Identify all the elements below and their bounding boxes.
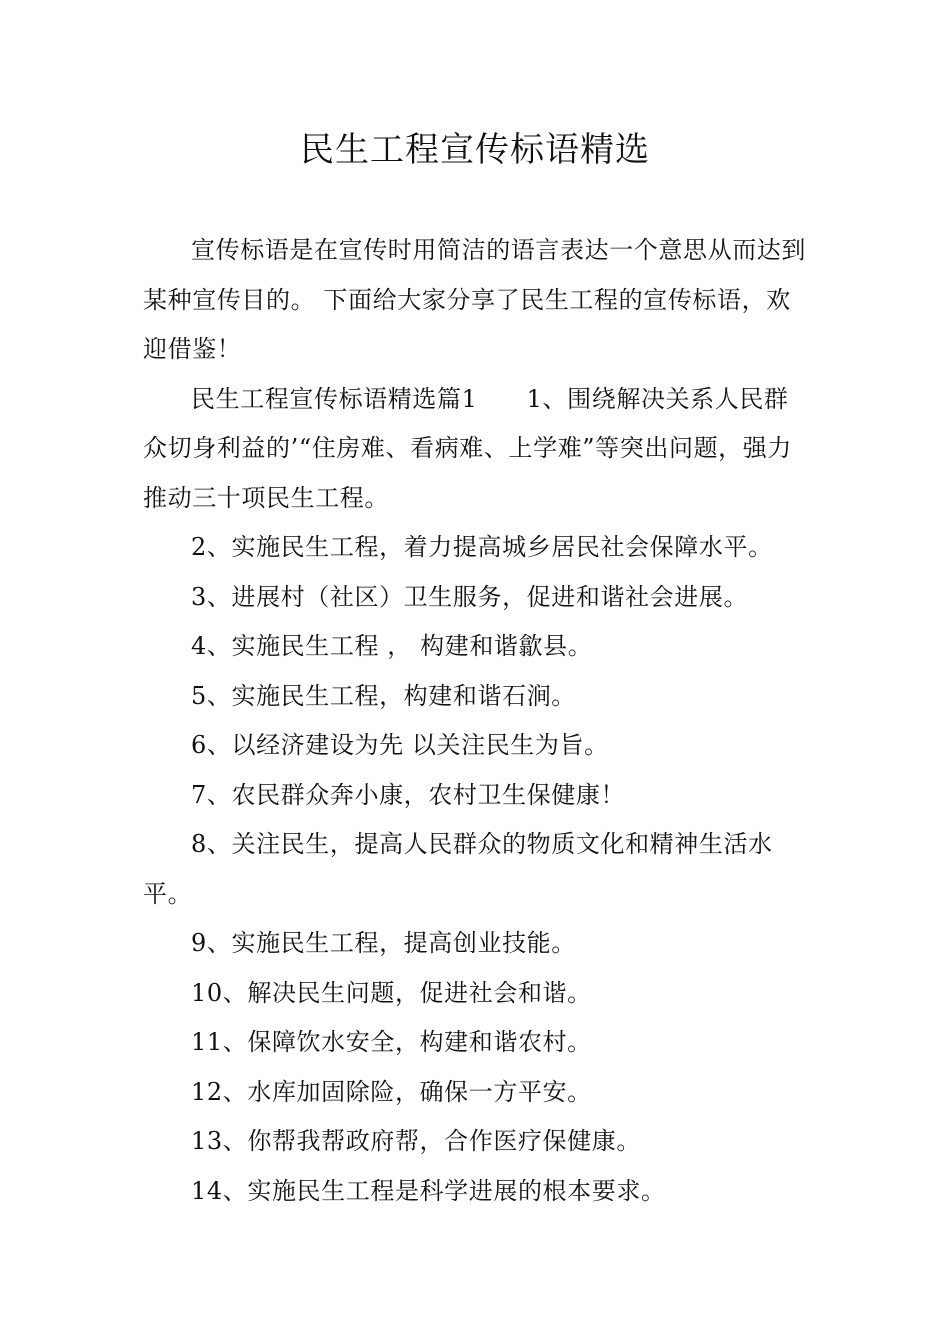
slogan-item: 6、以经济建设为先 以关注民生为旨。 [191, 731, 609, 759]
slogan-item: 3、进展村（社区）卫生服务，促进和谐社会进展。 [191, 582, 749, 611]
slogan-item: 8、关注民生，提高人民群众的物质文化和精神生活水平。 [143, 830, 773, 908]
slogan-item: 13、你帮我帮政府帮，合作医疗保健康。 [191, 1127, 641, 1155]
slogan-item: 14、实施民生工程是科学进展的根本要求。 [191, 1176, 666, 1205]
slogan-item: 4、实施民生工程 ， 构建和谐歙县。 [191, 632, 593, 660]
paragraph-section-1: 民生工程宣传标语精选篇1 1、围绕解决关系人民群众切身利益的’“住房难、看病难、上学难”等突出问题，强力推动三十项民生工程。 [143, 384, 792, 512]
slogan-item: 9、实施民生工程，提高创业技能。 [191, 929, 576, 957]
document-body [143, 226, 808, 1216]
paragraph-intro: 宣传标语是在宣传时用简洁的语言表达一个意思从而达到某种宣传目的。 下面给大家分享了民生工程的宣传标语，欢迎借鉴！ [143, 236, 806, 363]
slogan-item: 10、解决民生问题，促进社会和谐。 [191, 978, 592, 1007]
slogan-item: 5、实施民生工程，构建和谐石涧。 [191, 681, 576, 710]
slogan-item: 7、农民群众奔小康，农村卫生保健康！ [191, 780, 626, 809]
document-title: 民生工程宣传标语精选 [300, 130, 650, 170]
slogan-item: 11、保障饮水安全，构建和谐农村。 [191, 1028, 592, 1056]
slogan-item: 2、实施民生工程，着力提高城乡居民社会保障水平。 [191, 533, 773, 561]
slogan-item: 12、水库加固除险，确保一方平安。 [191, 1077, 592, 1106]
